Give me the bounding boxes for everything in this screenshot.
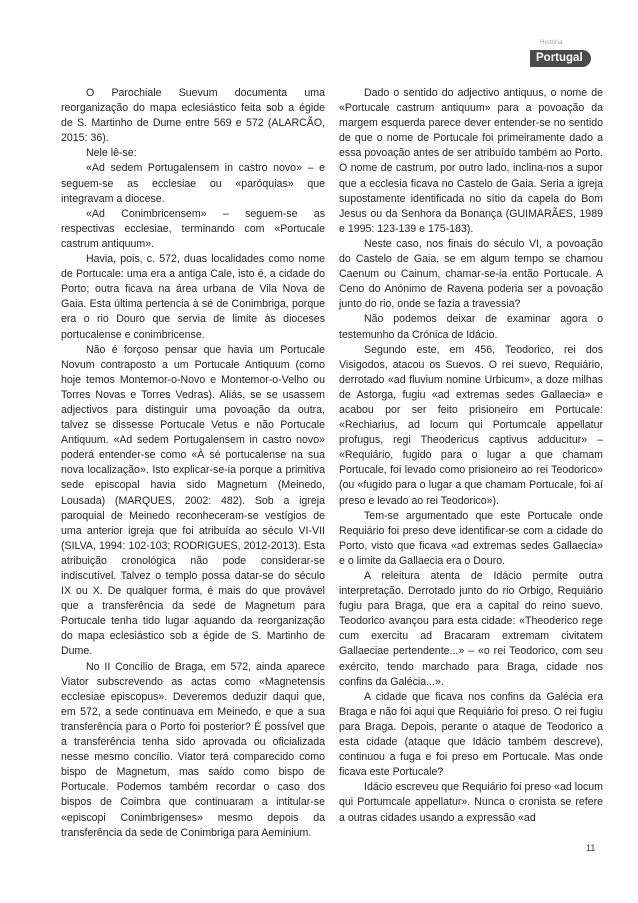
paragraph: Havia, pois, c. 572, duas localidades como nome de Portucale: uma era a antiga Cale, isto é, a cidade do Porto; outra ficava na área urbana de Vila Nova de Gaia. Esta última pertencia à sé de Conimbriga, porque era o rio Douro que servia de limite às dioceses portucalense e conimbricense.: [61, 253, 325, 341]
paragraph: Nele lê-se:: [86, 147, 137, 160]
right-column: [339, 86, 603, 826]
paragraph: Não é forçoso pensar que havia um Portucale Novum contraposto a um Portucale Antiquum (como hoje temos Montemor-o-Novo e Montemor-o-Velho ou Torres Novas e Torres Vedras). Aliás, se se usassem adjectivos para distinguir uma povoação da outra, talvez se dissesse Portucale Vetus e não Portucale Antiquum. «Ad sedem Portugalensem in castro novo» poderá entender-se como «À sé portucalense na sua nova localização». Isto explicar-se-ia porque a primitiva sede episcopal havia sido Magnetum (Meinedo, Lousada) (MARQUES, 2002: 482). Sob a igreja paroquial de Meinedo reconheceram-se vestígios de uma anterior igreja que foi atribuída ao século VI-VII (SILVA, 1994: 102-103; RODRIGUES, 2012-2013). Esta atribuição cronológica não pode considerar-se indiscutível. Talvez o templo possa datar-se do século IX ou X. De qualquer forma, é mais do que provável que a transferência da sede de Magnetum para Portucale tenha tido lugar aquando da reorganização do mapa eclesiástico sob a égide de S. Martinho de Dume.: [61, 343, 325, 658]
paragraph: «Ad Conimbricensem» – seguem-se as respectivas ecclesiae, terminando com «Portucale castrum antiquum».: [61, 207, 325, 250]
paragraph: A releitura atenta de Idácio permite outra interpretação. Derrotado junto do rio Orbigo, Requiário fugiu para Braga, que era a capital do reino suevo. Teodorico avançou para esta cidade: «Theoderico rege cum exercitu ad Bracaram extremam civitatem Gallaeciae pertendente...» – «o rei Teodorico, com seu exército, tendo marchado para Braga, cidade nos confins da Galécia...».: [339, 570, 603, 688]
left-column: [61, 86, 325, 841]
paragraph: No II Concílio de Braga, em 572, ainda aparece Viator subscrevendo as actas como «Magnetensis ecclesiae episcopus». Deveremos deduzir daqui que, em 572, a sede continuava em Meinedo, e que a sua transferência para o Porto foi posterior? É possível que a transferência tenha sido aprovada ou oficializada nesse mesmo concílio. Viator terá comparecido como bispo de Magnetum, mas saído como bispo de Portucale. Podemos também recordar o caso dos bispos de Coimbra que continuaram a intitular-se «episcopi Conimbrigenses» mesmo depois da transferência da sede de Conimbriga para Aeminium.: [61, 660, 325, 839]
page-number: 11: [586, 843, 596, 853]
paragraph: O Parochiale Suevum documenta uma reorganização do mapa eclesiástico feita sob a égide de S. Martinho de Dume entre 569 e 572 (ALARCÃO, 2015: 36).: [61, 87, 325, 145]
paragraph: A cidade que ficava nos confins da Galécia era Braga e não foi aqui que Requiário foi preso. O rei fugiu para Braga. Depois, perante o ataque de Teodorico a esta cidade (ataque que Idácio também descreve), continuou a fuga e foi preso em Portucale. Mas onde ficava este Portucale?: [339, 690, 603, 779]
paragraph: Dado o sentido do adjectivo antiquus, o nome de «Portucale castrum antiquum» para a povoação da margem esquerda parece dever entender-se no sentido de que o nome de Portucale foi primeiramente dado a essa povoação antes de ser atribuído também ao Porto. O nome de castrum, por outro lado, inclina-nos a supor que a ecclesia ficava no Castelo de Gaia. Seria a igreja supostamente identificada no sítio da capela do Bom Jesus ou da Senhora da Bonança (GUIMARÃES, 1989 e 1995: 123-139 e 175-183).: [339, 87, 603, 235]
paragraph: Não podemos deixar de examinar agora o testemunho da Crónica de Idácio.: [339, 313, 603, 341]
paragraph: Segundo este, em 456, Teodorico, rei dos Visigodos, atacou os Suevos. O rei suevo, Requiário, derrotado «ad fluvium nomine Urbicum», a doze milhas de Astorga, fugiu «ad extremas sedes Gallaecia» e acabou por ser feito prisioneiro em Portucale: «Rechiarius, ad locum qui Portumcale appellatur profugus, regi Theodericus captivus adducitur» – «Requiário, fugido para o lugar a que chamam Portucale, foi levado como prisioneiro ao rei Teodorico» (ou «fugido para o lugar a que chamam Portucale, foi aí preso e levado ao rei Teodorico»).: [339, 343, 603, 507]
paragraph: Neste caso, nos finais do século VI, a povoação do Castelo de Gaia, se em algum tempo se chamou Caenum ou Cainum, chamar-se-ia então Portucale. A Ceno do Anónimo de Ravena poderia ser a povoação junto do rio, onde se fazia a travessia?: [339, 237, 603, 311]
section-kicker: História: [540, 40, 563, 46]
paragraph: Idácio escreveu que Requiário foi preso «ad locum qui Portumcale appellatur». Nunca o cronista se refere a outras cidades usando a expressão «ad: [339, 781, 603, 824]
paragraph: «Ad sedem Portugalensem in castro novo» – e seguem-se as ecclesiae ou «paróquias» que integravam a diocese.: [61, 162, 325, 205]
section-header-tab: [530, 40, 600, 68]
section-label: Portugal: [530, 50, 591, 67]
paragraph: Tem-se argumentado que este Portucale onde Requiário foi preso deve identificar-se com a cidade do Porto, visto que ficava «ad extremas sedes Gallaecia» e o limite da Gallaecia era o Douro.: [339, 509, 603, 567]
